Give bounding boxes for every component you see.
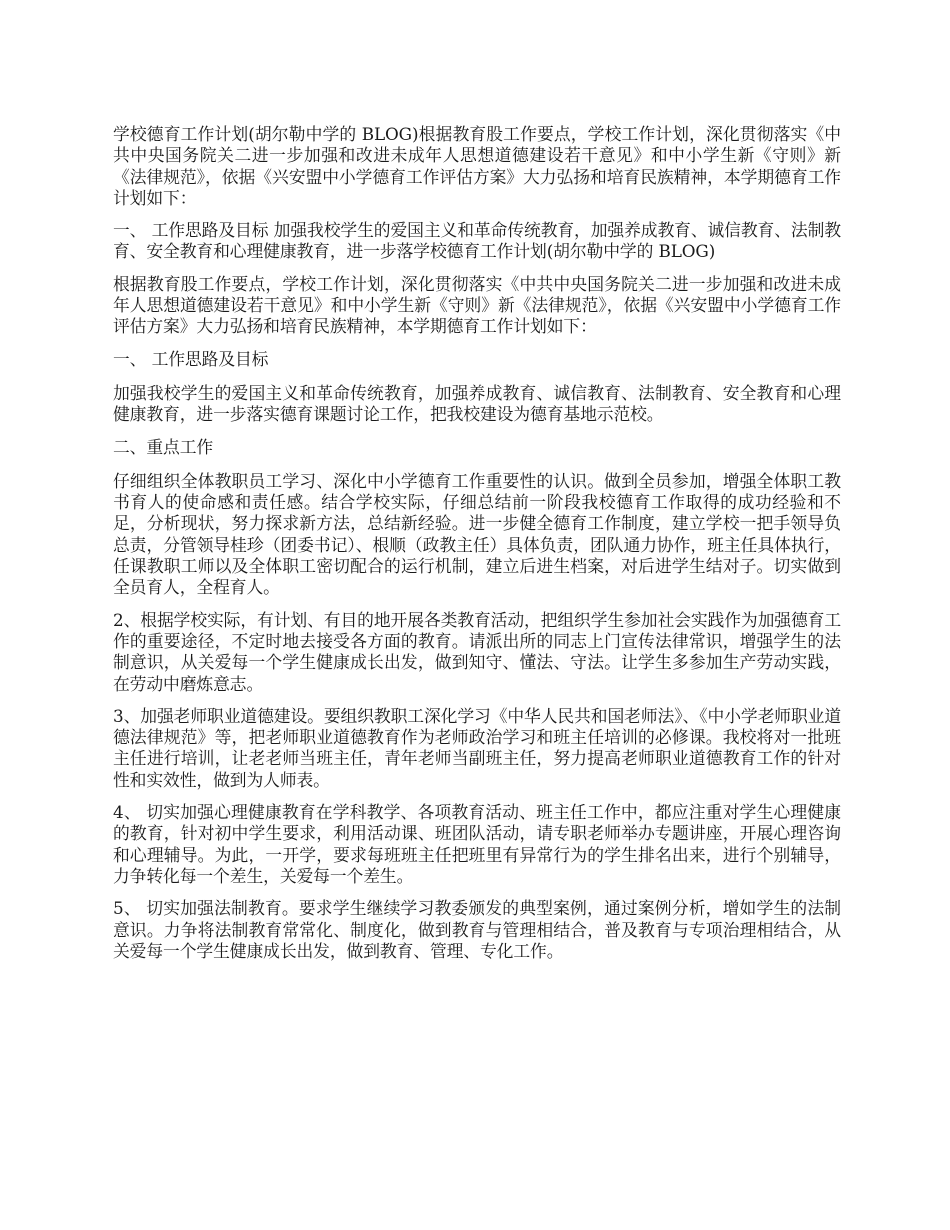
key-work-item-1-paragraph: 仔细组织全体教职员工学习、深化中小学德育工作重要性的认识。做到全员参加，增强全体职工教书育人的使命感和责任感。结合学校实际，仔细总结前一阶段我校德育工作取得的成功经验和不足，分析现状，努力探求新方法，总结新经验。进一步健全德育工作制度，建立学校一把手领导负总责，分管领导桂珍（团委书记）、根顺（政教主任）具体负责，团队通力协作，班主任具体执行，任课教职工师以及全体职工密切配合的运行机制，建立后进生档案，对后进学生结对子。切实做到全员育人，全程育人。	[113, 470, 841, 598]
key-work-item-5-paragraph: 5、 切实加强法制教育。要求学生继续学习教委颁发的典型案例，通过案例分析，增如学生的法制意识。力争将法制教育常常化、制度化，做到教育与管理相结合，普及教育与专项治理相结合，从关爱每一个学生健康成长出发，做到教育、管理、专化工作。	[113, 898, 841, 961]
section-one-summary-paragraph: 一、 工作思路及目标 加强我校学生的爱国主义和革命传统教育，加强养成教育、诚信教育、法制教育、安全教育和心理健康教育，进一步落学校德育工作计划(胡尔勒中学的 BLOG)	[113, 220, 841, 262]
intro-paragraph: 学校德育工作计划(胡尔勒中学的 BLOG)根据教育股工作要点，学校工作计划，深化贯彻落实《中共中央国务院关二进一步加强和改进未成年人思想道德建设若干意见》和中小学生新《守则》新《法律规范》，依据《兴安盟中小学德育工作评估方案》大力弘扬和培育民族精神，本学期德育工作计划如下：	[113, 124, 841, 208]
document-body	[113, 124, 841, 973]
repeated-intro-paragraph: 根据教育股工作要点，学校工作计划，深化贯彻落实《中共中央国务院关二进一步加强和改进未成年人思想道德建设若干意见》和中小学生新《守则》新《法律规范》，依据《兴安盟中小学德育工作评估方案》大力弘扬和培育民族精神，本学期德育工作计划如下：	[113, 273, 841, 337]
section-two-heading: 二、重点工作	[113, 436, 214, 457]
key-work-item-3-paragraph: 3、加强老师职业道德建设。要组织教职工深化学习《中华人民共和国老师法》、《中小学老师职业道德法律规范》等，把老师职业道德教育作为老师政治学习和班主任培训的必修课。我校将对一批班主任进行培训，让老老师当班主任，青年老师当副班主任，努力提高老师职业道德教育工作的针对性和实效性，做到为人师表。	[113, 705, 841, 790]
section-one-heading: 一、 工作思路及目标	[113, 348, 269, 369]
section-one-body-paragraph: 加强我校学生的爱国主义和革命传统教育，加强养成教育、诚信教育、法制教育、安全教育和心理健康教育，进一步落实德育课题讨论工作，把我校建设为德育基地示范校。	[113, 382, 841, 425]
key-work-item-2-paragraph: 2、根据学校实际，有计划、有目的地开展各类教育活动，把组织学生参加社会实践作为加强德育工作的重要途径，不定时地去接受各方面的教育。请派出所的同志上门宣传法律常识，增强学生的法制意识，从关爱每一个学生健康成长出发，做到知守、懂法、守法。让学生多参加生产劳动实践，在劳动中磨炼意志。	[113, 609, 841, 694]
key-work-item-4-paragraph: 4、 切实加强心理健康教育在学科教学、各项教育活动、班主任工作中，都应注重对学生心理健康的教育，针对初中学生要求，利用活动课、班团队活动，请专职老师举办专题讲座，开展心理咨询和心理辅导。为此，一开学，要求每班班主任把班里有异常行为的学生排名出来，进行个别辅导，力争转化每一个差生，关爱每一个差生。	[113, 802, 841, 886]
